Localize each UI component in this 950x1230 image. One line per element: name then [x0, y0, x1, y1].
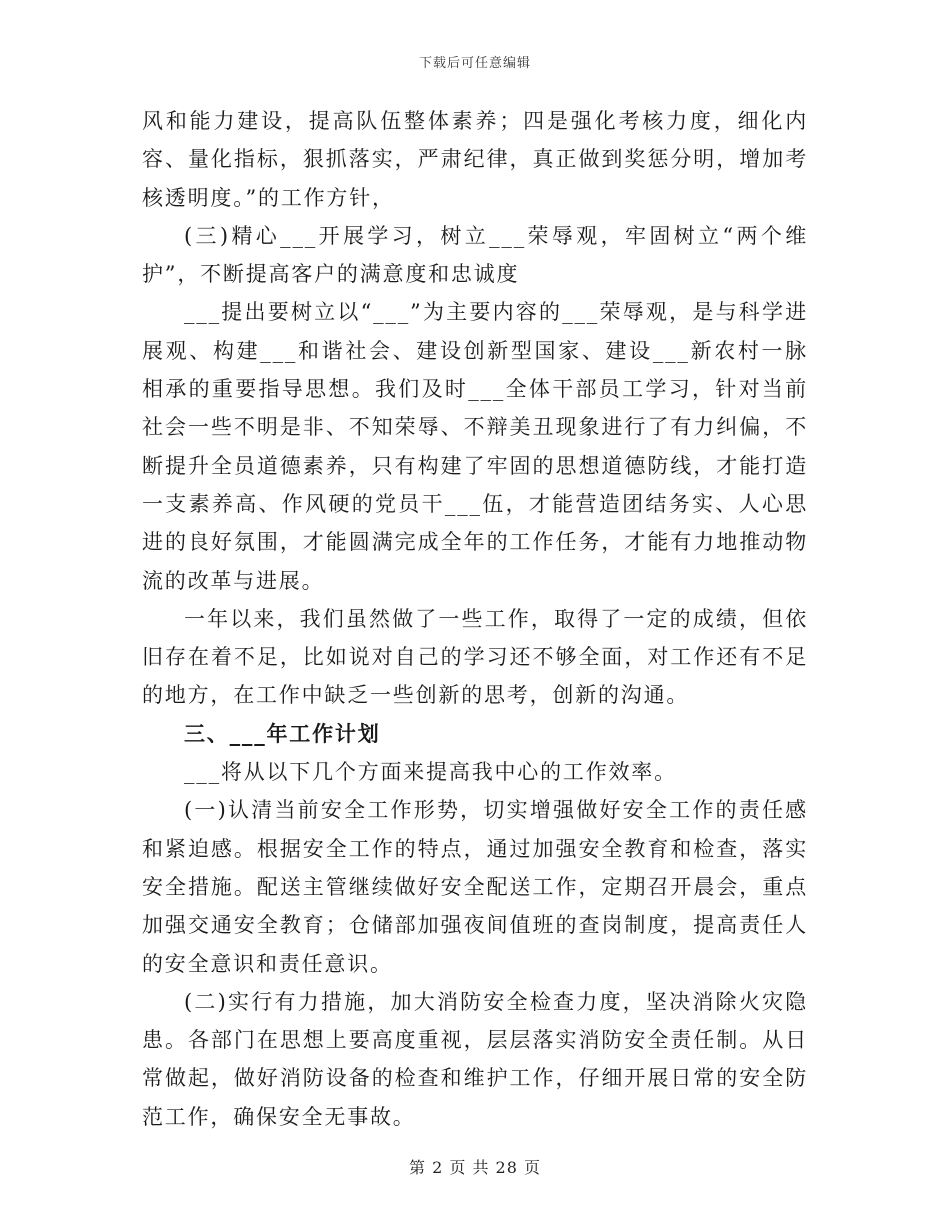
- paragraph-plan-intro: ___将从以下几个方面来提高我中心的工作效率。: [184, 760, 677, 785]
- paragraph-honor-concept: ___提出要树立以“___”为主要内容的___荣辱观，是与科学进展观、构建___和谐社会、建设创新型国家、建设___新农村一脉相承的重要指导思想。我们及时___全体干部员工学习，针对当前社会一些不明是非、不知荣辱、不辩美丑现象进行了有力纠偏，不断提升全员道德素养，只有构建了牢固的思想道德防线，才能打造一支素养高、作风硬的党员干___伍，才能营造团结务实、人心思进的良好氛围，才能圆满完成全年的工作任务，才能有力地推动物流的改革与进展。: [142, 300, 808, 593]
- document-body: [142, 102, 808, 1136]
- paragraph-section-three-intro: (三)精心___开展学习，树立___荣辱观，牢固树立“两个维护”，不断提高客户的满意度和忠诚度: [142, 223, 808, 287]
- section-heading-work-plan: 三、___年工作计划: [184, 721, 381, 746]
- page-header: 下载后可任意编辑: [418, 56, 531, 71]
- paragraph-plan-item-two: (二)实行有力措施，加大消防安全检查力度，坚决消除火灾隐患。各部门在思想上要高度重视，层层落实消防安全责任制。从日常做起，做好消防设备的检查和维护工作，仔细开展日常的安全防范工作，确保安全无事故。: [142, 989, 808, 1129]
- paragraph-continuation: 风和能力建设，提高队伍整体素养；四是强化考核力度，细化内容、量化指标，狠抓落实，严肃纪律，真正做到奖惩分明，增加考核透明度。”的工作方针，: [142, 109, 808, 210]
- page-footer: 第 2 页 共 28 页: [409, 1158, 541, 1177]
- paragraph-plan-item-one: (一)认清当前安全工作形势，切实增强做好安全工作的责任感和紧迫感。根据安全工作的特点，通过加强安全教育和检查，落实安全措施。配送主管继续做好安全配送工作，定期召开晨会，重点加强交通安全教育；仓储部加强夜间值班的查岗制度，提高责任人的安全意识和责任意识。: [142, 798, 808, 976]
- paragraph-shortcomings: 一年以来，我们虽然做了一些工作，取得了一定的成绩，但依旧存在着不足，比如说对自己的学习还不够全面，对工作还有不足的地方，在工作中缺乏一些创新的思考，创新的沟通。: [142, 606, 808, 708]
